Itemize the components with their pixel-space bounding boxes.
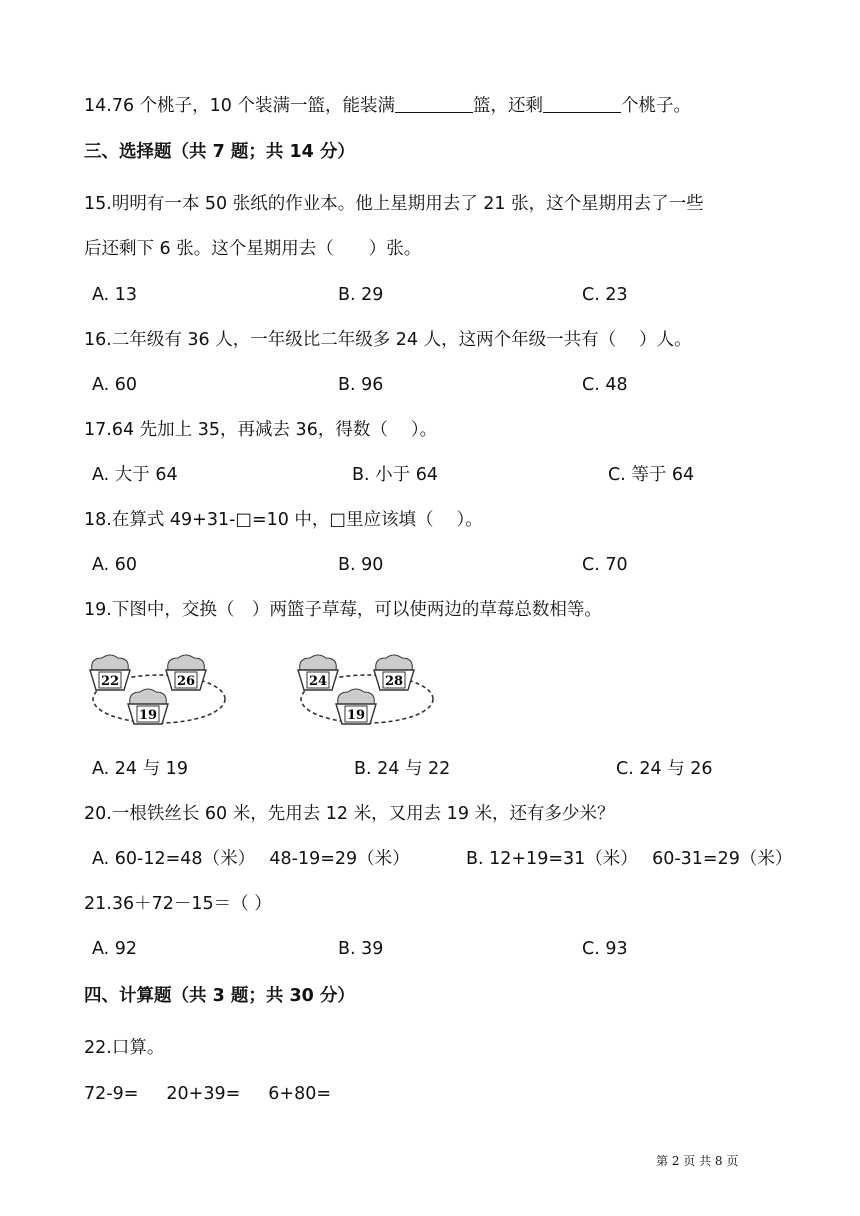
q19-option-b[interactable]: B. 24 与 22: [354, 759, 451, 779]
basket-26-label: 26: [176, 674, 196, 689]
q19-option-a[interactable]: A. 24 与 19: [92, 759, 188, 779]
q21-option-c[interactable]: C. 93: [582, 939, 628, 959]
basket-28-label: 28: [384, 674, 404, 689]
q17-text: 17.64 先加上 35，再减去 36，得数（ ）。: [84, 420, 438, 440]
q17-option-c[interactable]: C. 等于 64: [608, 465, 695, 485]
q15-option-c[interactable]: C. 23: [582, 285, 628, 305]
q21-option-b[interactable]: B. 39: [338, 939, 384, 959]
q15-line-2: 后还剩下 6 张。这个星期用去（ ）张。: [84, 239, 422, 259]
q22-item-3: 6+80=: [268, 1084, 331, 1104]
q19-text: 19.下图中，交换（ ）两篮子草莓，可以使两边的草莓总数相等。: [84, 600, 602, 620]
q14-text-3: 个桃子。: [621, 96, 691, 116]
q18-text: 18.在算式 49+31-□=10 中，□里应该填（ ）。: [84, 510, 483, 530]
section-heading-4: 四、计算题（共 3 题；共 30 分）: [84, 986, 355, 1006]
q18-option-a[interactable]: A. 60: [92, 555, 138, 575]
q22-text: 22.口算。: [84, 1038, 165, 1058]
q18-option-b[interactable]: B. 90: [338, 555, 384, 575]
basket-24: [298, 655, 338, 690]
basket-figure-left: [84, 652, 234, 738]
q17-option-b[interactable]: B. 小于 64: [352, 465, 438, 485]
page-footer: 第 2 页 共 8 页: [656, 1154, 739, 1168]
q14-text-2: 篮，还剩: [473, 96, 543, 116]
basket-22-label: 22: [100, 674, 120, 689]
q22-item-2: 20+39=: [166, 1084, 241, 1104]
q16-option-a[interactable]: A. 60: [92, 375, 138, 395]
q20-option-b[interactable]: B. 12+19=31（米） 60-31=29（米）: [466, 849, 793, 869]
q15-line-1: 15.明明有一本 50 张纸的作业本。他上星期用去了 21 张，这个星期用去了一些: [84, 194, 704, 214]
basket-26: [166, 655, 206, 690]
q16-option-c[interactable]: C. 48: [582, 375, 628, 395]
q15-option-a[interactable]: A. 13: [92, 285, 138, 305]
q20-option-a[interactable]: A. 60-12=48（米） 48-19=29（米）: [92, 849, 410, 869]
q14-blank-2[interactable]: [543, 94, 621, 113]
q21-text: 21.36＋72－15＝（ ）: [84, 894, 272, 914]
q17-option-a[interactable]: A. 大于 64: [92, 465, 178, 485]
q20-text: 20.一根铁丝长 60 米，先用去 12 米，又用去 19 米，还有多少米？: [84, 804, 615, 824]
basket-19-right: [336, 689, 376, 724]
basket-24-label: 24: [308, 674, 328, 689]
q19-option-c[interactable]: C. 24 与 26: [616, 759, 713, 779]
basket-22: [90, 655, 130, 690]
q16-option-b[interactable]: B. 96: [338, 375, 384, 395]
section-heading-3: 三、选择题（共 7 题；共 14 分）: [84, 142, 355, 162]
q22-item-1: 72-9=: [84, 1084, 139, 1104]
basket-figure-right: [292, 652, 442, 738]
q14-text-1: 14.76 个桃子，10 个装满一篮，能装满: [84, 96, 395, 116]
basket-19-left: [128, 689, 168, 724]
q21-option-a[interactable]: A. 92: [92, 939, 138, 959]
basket-19-left-label: 19: [138, 708, 158, 723]
q22-items: [84, 1082, 331, 1106]
basket-28: [374, 655, 414, 690]
q14-blank-1[interactable]: [395, 94, 473, 113]
q16-text: 16.二年级有 36 人，一年级比二年级多 24 人，这两个年级一共有（ ）人。: [84, 330, 692, 350]
q15-option-b[interactable]: B. 29: [338, 285, 384, 305]
question-14: [84, 94, 691, 118]
q18-option-c[interactable]: C. 70: [582, 555, 628, 575]
basket-19-right-label: 19: [346, 708, 366, 723]
